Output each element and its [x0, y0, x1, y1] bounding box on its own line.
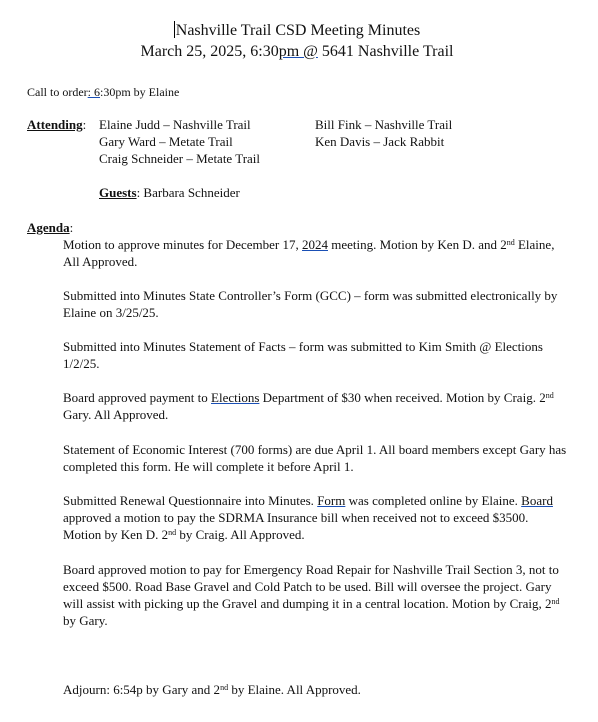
guests: Guests: Barbara Schneider	[99, 185, 240, 200]
agenda-label: Agenda:	[27, 220, 74, 235]
attendee: Ken Davis – Jack Rabbit	[315, 134, 445, 149]
agenda-item: Board approved payment to Elections Department of $30 when received. Motion by Craig. 2nd Gary. All Approved.	[63, 390, 554, 422]
document-title: Nashville Trail CSD Meeting Minutes	[175, 22, 421, 39]
agenda-item: Motion to approve minutes for December 17, 2024 meeting. Motion by Ken D. and 2nd Elaine, All Approved.	[63, 237, 555, 269]
attendee: Elaine Judd – Nashville Trail	[99, 117, 251, 132]
attendee: Craig Schneider – Metate Trail	[99, 151, 261, 166]
agenda-item: Submitted Renewal Questionnaire into Minutes. Form was completed online by Elaine. Board approved a motion to pay the SDRMA Insurance bill when received not to exceed $3500. Motion by Ken D. 2nd by Craig. All Approved.	[63, 493, 553, 542]
agenda-item: Submitted into Minutes Statement of Facts – form was submitted to Kim Smith @ Elections 1/2/25.	[63, 339, 543, 371]
text-cursor	[174, 21, 175, 38]
agenda-item: Board approved motion to pay for Emergency Road Repair for Nashville Trail Section 3, not to exceed $500. Road Base Gravel and Cold Patch to be used. Bill will oversee the project. Gary will assist with picking up the Gravel and dumping it in a central location. Motion by Craig, 2nd by Gary.	[63, 562, 560, 628]
attendee: Bill Fink – Nashville Trail	[315, 117, 453, 132]
attendee: Gary Ward – Metate Trail	[99, 134, 233, 149]
attending-label: Attending:	[27, 117, 87, 132]
adjourn-line: Adjourn: 6:54p by Gary and 2nd by Elaine. All Approved.	[63, 682, 361, 697]
meeting-date-location: March 25, 2025, 6:30pm @ 5641 Nashville Trail	[140, 43, 454, 60]
agenda-item: Submitted into Minutes State Controller’s Form (GCC) – form was submitted electronically by Elaine on 3/25/25.	[63, 288, 558, 320]
agenda-item: Statement of Economic Interest (700 forms) are due April 1. All board members except Gary has completed this form. He will complete it before April 1.	[63, 442, 567, 474]
call-to-order: Call to order: 6:30pm by Elaine	[27, 85, 180, 99]
